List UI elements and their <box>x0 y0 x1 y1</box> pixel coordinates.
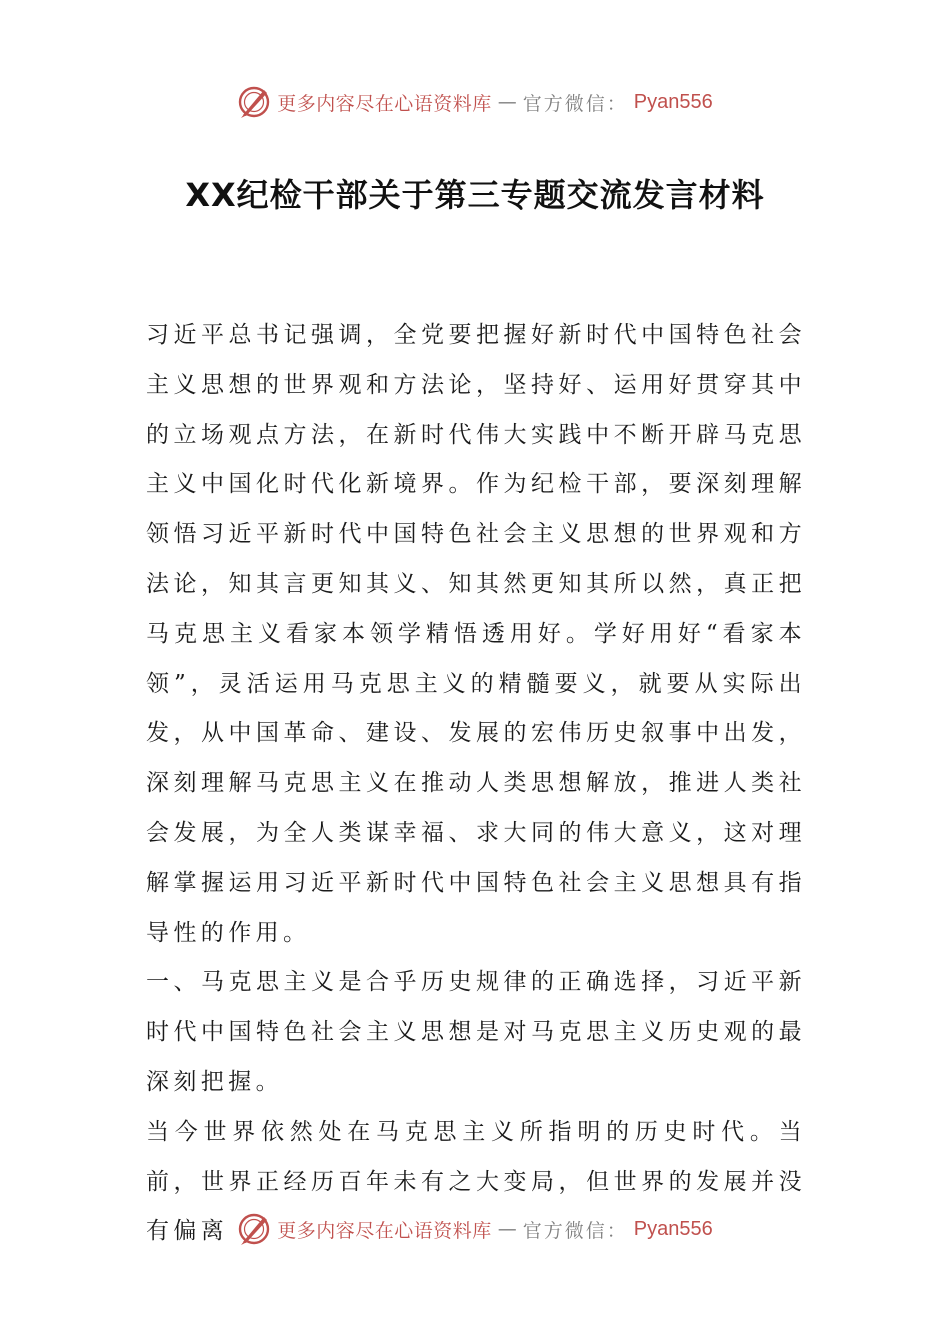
paragraph-intro: 习近平总书记强调，全党要把握好新时代中国特色社会主义思想的世界观和方法论，坚持好、运用好贯穿其中的立场观点方法，在新时代伟大实践中不断开辟马克思主义中国化时代化新境界。作为纪检干部，要深刻理解领悟习近平新时代中国特色社会主义思想的世界观和方法论，知其言更知其义、知其然更知其所以然，真正把马克思主义看家本领学精悟透用好。学好用好“看家本领”，灵活运用马克思主义的精髓要义，就要从实际出发，从中国革命、建设、发展的宏伟历史叙事中出发，深刻理解马克思主义在推动人类思想解放，推进人类社会发展，为全人类谋幸福、求大同的伟大意义，这对理解掌握运用习近平新时代中国特色社会主义思想具有指导性的作用。 <box>146 322 806 946</box>
document-body <box>146 311 806 1257</box>
document-title: XX纪检干部关于第三专题交流发言材料 <box>185 176 765 214</box>
paragraph-section-heading-1: 一、马克思主义是合乎历史规律的正确选择，习近平新时代中国特色社会主义思想是对马克思主义历史观的最深刻把握。 <box>146 969 806 1095</box>
banner-separator: — <box>497 91 517 113</box>
banner-brand-text: 更多内容尽在心语资料库 <box>277 1219 492 1242</box>
banner-wechat-label: 官方微信： <box>522 1219 628 1242</box>
banner-separator: — <box>497 1218 517 1240</box>
banner-brand-text: 更多内容尽在心语资料库 <box>277 92 492 115</box>
banner-wechat-label: 官方微信： <box>522 92 628 115</box>
banner-wechat-id: Pyan556 <box>633 1217 713 1240</box>
quill-pen-logo-icon <box>237 1212 271 1246</box>
paragraph-section-1-text: 当今世界依然处在马克思主义所指明的历史时代。当前，世界正经历百年未有之大变局，但世界的发展并没有偏离 <box>146 1118 806 1245</box>
footer-banner <box>0 1209 950 1249</box>
header-banner <box>0 82 950 122</box>
banner-wechat-id: Pyan556 <box>633 90 713 113</box>
quill-pen-logo-icon <box>237 85 271 119</box>
